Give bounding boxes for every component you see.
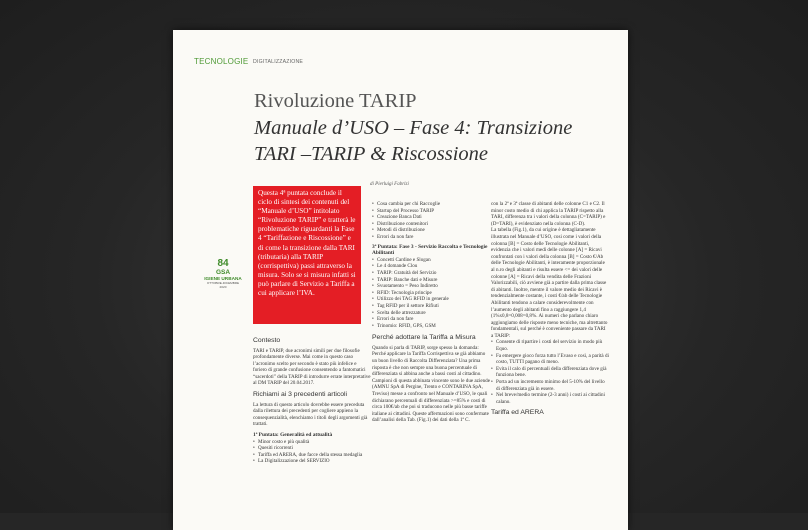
list-item: • Tag RFID per il settore Rifiuti (372, 302, 439, 309)
list-item: • Tariffa ed ARERA, due facce della stessa medaglia (253, 451, 363, 458)
author-byline: di Pierluigi Fabrizi (370, 182, 409, 187)
heading-perche: Perché adottare la Tariffa a Misura (372, 334, 476, 342)
list-item: • Minor costo e più qualità (253, 438, 310, 445)
page-number: 84 (217, 258, 229, 269)
list-item: • Fa emergere gioco forza tutto l’Evaso e così, a parità di costo, TUTTI pagano di meno. (491, 352, 609, 366)
list-item: • Utilizzo dei TAG RFID in generale (372, 296, 449, 303)
brand-logo: GSA (215, 269, 231, 276)
list-item: • Errori da non fare (372, 233, 414, 240)
column-2 (372, 201, 490, 428)
list-item: • Errori da non fare (372, 316, 414, 323)
paragraph-col3-2: La tabella (Fig.1), da cui origine è dettagliatamente illustrata nel Manuale d’USO, cosi come i valori della colonna [B] = Costo delle Tecnologie Abilitanti, evidenzia che i valori medi delle colonne [A] = Ricavi confrontati con i valori della colonna [B] = Costo €/Ab delle Tecnologie Abilitanti, è interamente proporzionale al n.ro degli abitanti e risulta essere <= dei valori delle colonne [A] = Ricavi della vendita delle Frazioni Valorizzabili, ciò avviene già a partire dalla prima classe di abitanti. Inoltre, mentre il valore medio dei Ricavi è tendenzialmente costante, i costi €/ab delle Tecnologie Abilitanti tendono a calare considerevolmente con l’aumento degli abitanti fino a raggiungere 1,4 (1%x0,8=0,008=0,8%. Ai numeri che parlano chiaro aggiungiamo delle risposte meno tecniche, ma altrettanto fondamentali, sul perché è conveniente passare da TARI a TARIP: (491, 227, 608, 339)
intro-box: Questa 4ª puntata conclude il ciclo di sintesi dei contenuti del “Manuale d’USO” intitolato “Rivoluzione TARIP” e tratterà le problematiche riguardanti la Fase 4 “Tariffazione e Riscossione” e di come la transizione dalla TARI (tributaria) alla TARIP (corrispettiva) passi attraverso la misura. Solo se si misura infatti si può parlare di Servizio a Tariffa a cui applicare l’IVA. (253, 186, 361, 324)
list-vantaggi (491, 339, 609, 405)
list-item: • Creazione Banca Dati (372, 214, 422, 221)
list-item: • Trinomio: RFID, GPS, GSM (372, 322, 436, 329)
title-line-2: Manuale d’USO – Fase 4: Transizione (254, 117, 573, 139)
list-item: • Scelta delle attrezzature (372, 309, 426, 316)
list-item: • TARIP: Gratuità del Servizio (372, 269, 437, 276)
list-item: • Startup del Processo TARIP (372, 207, 435, 214)
heading-puntata-3: 3ª Puntata: Fase 3 - Servizio Raccolta e Tecnologie Abilitanti (372, 243, 488, 257)
title-line-1: Rivoluzione TARIP (254, 90, 417, 112)
title-line-3: TARI –TARIP & Riscossione (254, 143, 489, 165)
brand-subtitle: IGIENE URBANA (204, 276, 242, 281)
list-item: • Quesiti ricorrenti (253, 445, 293, 452)
paragraph-richiami: La lettura di questo articolo dovrebbe essere preceduta dalla rilettura dei precedenti per cogliere appieno la consequenzialità, elenchiamo i titoli degli argomenti già trattati. (253, 401, 368, 428)
column-1 (253, 337, 371, 465)
list-item: • Distribuzione contenitori (372, 220, 429, 227)
list-item: • Evita il calo di percentuali della differenziata dove già funziona bene. (491, 365, 607, 379)
list-puntata-2 (372, 201, 490, 241)
heading-contesto: Contesto (253, 337, 281, 344)
issue-date: OTTOBRE-DICEMBRE 2020 (206, 281, 240, 289)
column-3 (491, 201, 609, 420)
subsection-label: DIGITALIZZAZIONE (253, 59, 304, 65)
list-puntata-1 (253, 439, 371, 465)
magazine-page (173, 30, 628, 530)
list-item: • Cosa cambia per chi Raccoglie (372, 201, 441, 207)
list-item: • Metodi di distribuzione (372, 227, 425, 234)
list-item: • Porta ad un incremento minimo del 5-10% del livello di differenziata già in essere. (491, 379, 605, 392)
paragraph-contesto: TARI e TARIP, due acronimi simili per due filosofie profondamente diverse. Mai come in questo caso l’acronimo scelto per secondo è stato più infelice e foriero di grande confusione consentendo a fantomatici “sacerdoti” della TARIP di introdurre errate interpretative al DM TARIP del 20.04.2017. (253, 347, 371, 387)
paragraph-perche: Quando si parla di TARIP, sorge spesso la domanda: Perché applicare la Tariffa Corrispettiva se già abbiamo un buon livello di Raccolta Differenziata? Una prima risposta è che non sempre una buona percentuale di differenziata si abbina anche a bassi costi al cittadino. Campioni di questa abbinata vincente sono le due aziende (AMNU SpA di Pergine, Trento e CONTARINA SpA, Treviso) messe a confronto nel Manuale d’USO, le quali dichiarano percentuali di differenziata >=85% e costi di circa 100€/ab che poi si traducono nelle più basse tariffe italiane ai cittadini. Queste affermazioni sono confermate dall’analisi della Tab. (Fig.1) dei dati della 1ª C. (372, 344, 490, 424)
list-puntata-3 (372, 257, 490, 330)
list-item: • TARIP: Banche dati e Misure (372, 276, 438, 283)
heading-tariffa-arera: Tariffa ed ARERA (491, 409, 544, 417)
heading-richiami: Richiami ai 3 precedenti articoli (253, 391, 348, 399)
list-item: • Nel breve/medio termine (2-3 anni) i costi ai cittadini calano. (491, 392, 605, 405)
issue-badge (204, 259, 242, 289)
list-item: • La Digitalizzazione del SERVIZIO (253, 458, 330, 465)
list-item: • RFID: Tecnologia principe (372, 289, 432, 296)
list-item: • Le 4 domande Clou (372, 263, 418, 270)
list-item: • Consente di ripartire i costi del servizio in modo più Equo. (491, 339, 603, 353)
section-label: TECNOLOGIE (194, 57, 249, 66)
paragraph-col3-1: con la 2ª e 3ª classe di abitanti delle colonne C1 e C2. Il minor costo medio di chi applica la TARIP rispetto alla TARI, differenza tra i valori della colonna (C=TARIP) e (D=TARI), è evidenziato nella colonna (C-D). (491, 201, 606, 227)
list-item: • Svuotamento = Peso Indiretto (372, 283, 438, 290)
heading-puntata-1: 1ª Puntata: Generalità ed attualità (253, 431, 333, 438)
list-item: • Concetti Cardine e Slogan (372, 256, 431, 263)
